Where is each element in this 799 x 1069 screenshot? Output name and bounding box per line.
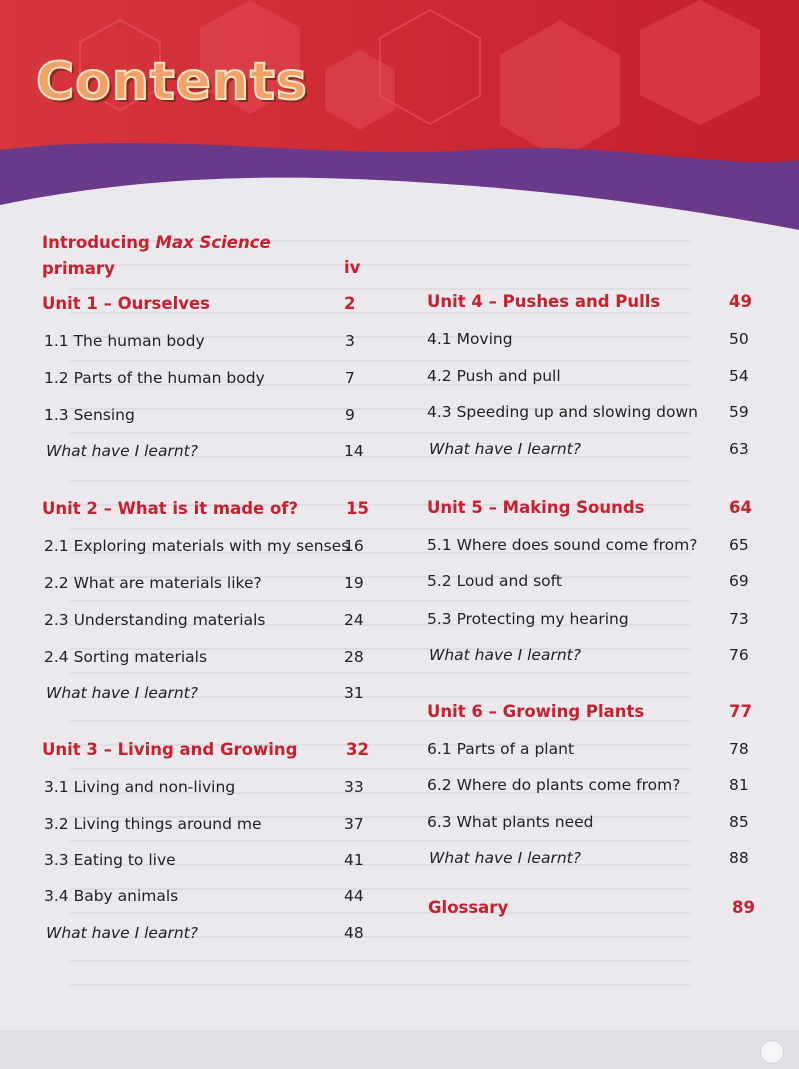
header-banner [0,0,799,260]
entry-page: 76 [729,646,749,664]
entry-label: 3.4 Baby animals [44,887,179,905]
entry-label: 5.1 Where does sound come from? [427,536,698,554]
unit-page: 64 [729,498,752,517]
entry-label: 5.3 Protecting my hearing [427,610,629,628]
page-title: Contents [36,52,308,112]
unit-page: 49 [729,292,752,311]
entry-page: 28 [344,648,364,666]
entry-label: 2.1 Exploring materials with my senses [44,537,350,555]
glossary-page: 89 [732,898,755,917]
intro-page: iv [344,258,361,277]
entry-label: 5.2 Loud and soft [427,572,562,590]
entry-label: 3.3 Eating to live [44,851,176,869]
entry-page: 69 [729,572,749,590]
entry-page: 24 [344,611,364,629]
entry-label: What have I learnt? [429,646,581,664]
entry-page: 44 [344,887,364,905]
unit-page: 77 [729,702,752,721]
entry-label: 6.2 Where do plants come from? [427,776,681,794]
header-graphic [0,0,799,260]
entry-label: 3.1 Living and non-living [44,778,236,796]
entry-page: 85 [729,813,749,831]
unit-page: 32 [346,740,369,759]
entry-label: 4.1 Moving [427,330,513,348]
entry-label: 2.3 Understanding materials [44,611,266,629]
intro-heading [42,230,271,282]
entry-label: 1.1 The human body [44,332,205,350]
entry-page: 33 [344,778,364,796]
unit-page: 2 [344,294,356,313]
entry-page: 16 [344,537,364,555]
glossary-title: Glossary [428,898,509,917]
intro-text-2: primary [42,259,115,278]
unit-title: Unit 4 – Pushes and Pulls [427,292,661,311]
entry-page: 3 [345,332,355,350]
entry-page: 81 [729,776,749,794]
entry-page: 48 [344,924,364,942]
entry-page: 7 [345,369,355,387]
entry-label: 2.4 Sorting materials [44,648,208,666]
intro-text: Introducing [42,233,156,252]
unit-title: Unit 3 – Living and Growing [42,740,298,759]
entry-label: 3.2 Living things around me [44,815,262,833]
unit-title: Unit 1 – Ourselves [42,294,210,313]
unit-title: Unit 6 – Growing Plants [427,702,645,721]
entry-label: 6.1 Parts of a plant [427,740,575,758]
entry-page: 59 [729,403,749,421]
entry-label: What have I learnt? [429,440,581,458]
entry-label: 4.3 Speeding up and slowing down [427,403,699,421]
entry-label: 2.2 What are materials like? [44,574,262,592]
entry-page: 78 [729,740,749,758]
entry-label: 6.3 What plants need [427,813,594,831]
entry-page: 31 [344,684,364,702]
unit-title: Unit 2 – What is it made of? [42,499,299,518]
entry-page: 19 [344,574,364,592]
entry-label: What have I learnt? [46,442,198,460]
entry-page: 37 [344,815,364,833]
unit-page: 15 [346,499,369,518]
entry-label: 1.3 Sensing [44,406,135,424]
entry-label: 1.2 Parts of the human body [44,369,265,387]
entry-page: 41 [344,851,364,869]
unit-title: Unit 5 – Making Sounds [427,498,645,517]
entry-label: What have I learnt? [46,924,198,942]
entry-page: 63 [729,440,749,458]
entry-page: 14 [344,442,364,460]
entry-page: 9 [345,406,355,424]
entry-label: What have I learnt? [429,849,581,867]
intro-brand: Max Science [155,233,271,252]
page-bottom-strip [0,1030,799,1069]
entry-label: What have I learnt? [46,684,198,702]
entry-page: 88 [729,849,749,867]
entry-page: 54 [729,367,749,385]
entry-page: 65 [729,536,749,554]
page-corner-mark [760,1040,784,1064]
entry-page: 73 [729,610,749,628]
entry-label: 4.2 Push and pull [427,367,561,385]
entry-page: 50 [729,330,749,348]
